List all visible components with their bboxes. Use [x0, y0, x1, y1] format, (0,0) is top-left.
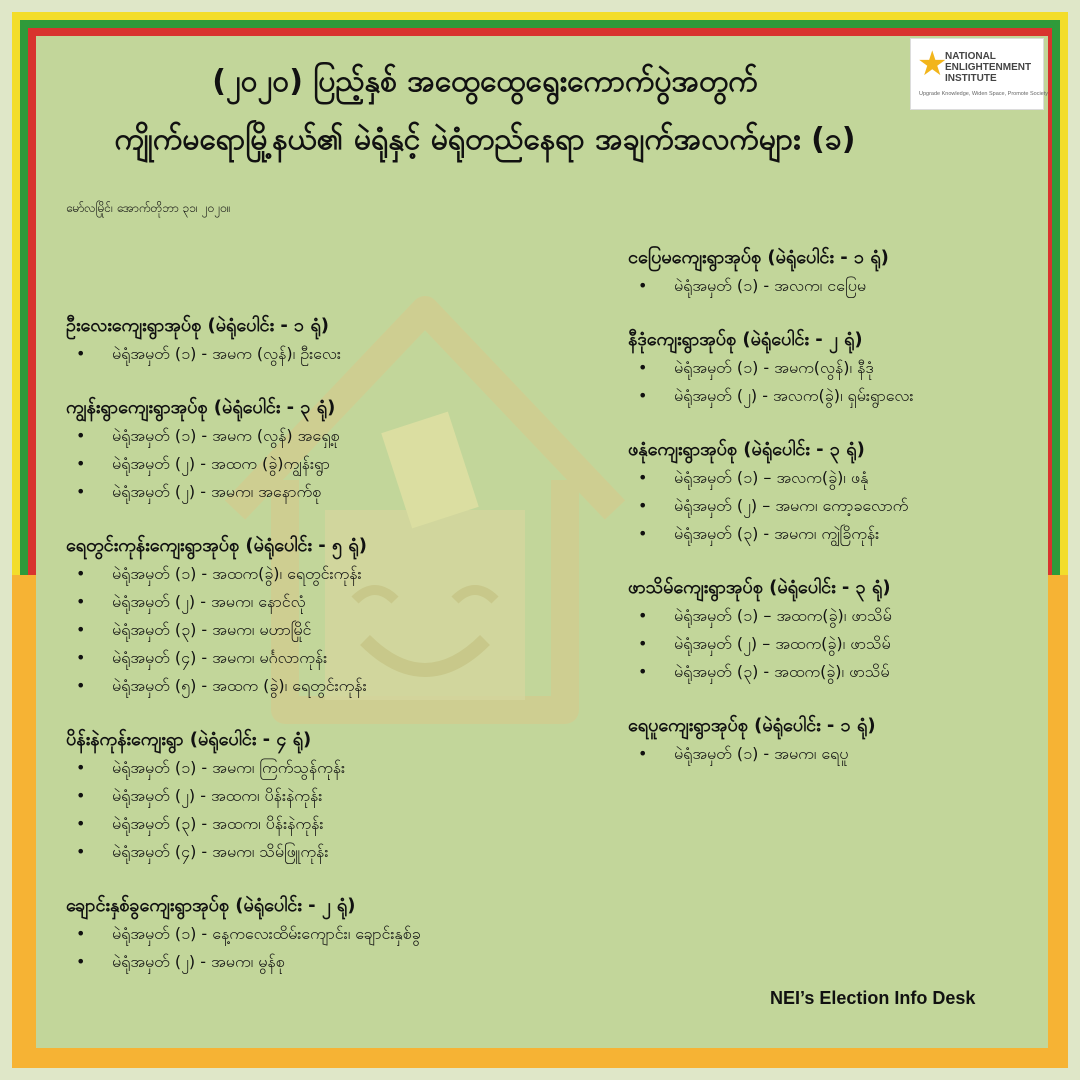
village-tract-heading: ပိန်းနဲကုန်းကျေးရွာ (မဲရုံပေါင်း - ၄ ရုံ)	[66, 729, 312, 750]
village-tract-group	[628, 574, 1048, 686]
bullet-icon: •	[76, 564, 86, 583]
bullet-icon: •	[76, 814, 86, 833]
polling-station-text: မဲရုံအမှတ် (၁) - အမက (လွန်)၊ ဦးလေး	[112, 344, 341, 363]
polling-station-text: မဲရုံအမှတ် (၅) - အထက (ခွဲ)၊ ရေတွင်းကုန်း	[112, 676, 367, 695]
polling-station-item	[66, 810, 586, 838]
logo-line-1: NATIONAL	[945, 51, 996, 62]
logo-text	[945, 51, 1031, 84]
village-tract-heading: ဖာသိမ်ကျေးရွာအုပ်စု (မဲရုံပေါင်း - ၃ ရုံ)	[628, 577, 891, 598]
group-spacer	[66, 700, 586, 726]
polling-station-item	[628, 492, 1048, 520]
logo-line-3: INSTITUTE	[945, 73, 997, 84]
bullet-icon: •	[638, 468, 648, 487]
village-tract-heading: နီဒုံကျေးရွာအုပ်စု (မဲရုံပေါင်း - ၂ ရုံ)	[628, 329, 863, 350]
polling-station-text: မဲရုံအမှတ် (၁) - အမက၊ ကြက်သွန်ကုန်း	[112, 758, 346, 777]
page-title-line-1: (၂၀၂၀) ပြည့်နှစ် အထွေထွေရွေးကောက်ပွဲအတွက်	[212, 64, 758, 99]
polling-station-item	[628, 658, 1048, 686]
village-tract-heading: ငပြေမကျေးရွာအုပ်စု (မဲရုံပေါင်း - ၁ ရုံ)	[628, 247, 889, 268]
logo-line-2: ENLIGHTENMENT	[945, 62, 1032, 73]
polling-station-text: မဲရုံအမှတ် (၂) - အမက၊ အနောက်စု	[112, 482, 322, 501]
polling-station-item	[628, 740, 1048, 768]
village-tract-group	[628, 712, 1048, 768]
polling-station-item	[66, 644, 586, 672]
polling-station-text: မဲရုံအမှတ် (၂) - အလက(ခွဲ)၊ ရှမ်းရွာလေး	[674, 386, 914, 405]
polling-station-text: မဲရုံအမှတ် (၂) – အထက(ခွဲ)၊ ဖာသိမ်	[674, 634, 891, 653]
polling-station-item	[628, 602, 1048, 630]
polling-station-item	[66, 616, 586, 644]
polling-station-item	[66, 838, 586, 866]
group-spacer	[628, 300, 1048, 326]
bullet-icon: •	[638, 744, 648, 763]
polling-station-text: မဲရုံအမှတ် (၁) - နေ့ကလေးထိမ်းကျောင်း၊ ချောင်းနှစ်ခွ	[112, 924, 421, 943]
village-tract-group	[66, 312, 586, 368]
bullet-icon: •	[76, 786, 86, 805]
bullet-icon: •	[76, 344, 86, 363]
group-spacer	[66, 506, 586, 532]
village-tract-group	[628, 244, 1048, 300]
village-tract-heading: ရေတွင်းကုန်းကျေးရွာအုပ်စု (မဲရုံပေါင်း - ၅ ရုံ)	[66, 535, 367, 556]
logo-tagline: Upgrade Knowledge, Widen Space, Promote Society	[919, 91, 1049, 97]
dateline: မော်လမြိုင်၊ အောက်တိုဘာ ၃၁၊ ၂၀၂၀။	[66, 201, 231, 215]
polling-station-item	[66, 920, 586, 948]
group-spacer	[628, 686, 1048, 712]
bullet-icon: •	[76, 426, 86, 445]
polling-station-item	[66, 340, 586, 368]
bullet-icon: •	[638, 524, 648, 543]
bullet-icon: •	[638, 386, 648, 405]
polling-station-text: မဲရုံအမှတ် (၂) - အမက၊ မွန်စု	[112, 952, 285, 971]
polling-station-text: မဲရုံအမှတ် (၁) - အမက (လွန်) အရှေ့စု	[112, 426, 340, 445]
polling-station-item	[628, 382, 1048, 410]
bullet-icon: •	[638, 634, 648, 653]
polling-station-item	[66, 948, 586, 976]
bullet-icon: •	[638, 276, 648, 295]
polling-station-text: မဲရုံအမှတ် (၄) - အမက၊ မင်္ဂလာကုန်း	[112, 648, 328, 667]
polling-station-item	[66, 672, 586, 700]
polling-station-text: မဲရုံအမှတ် (၃) - အထက(ခွဲ)၊ ဖာသိမ်	[674, 662, 890, 681]
bullet-icon: •	[638, 358, 648, 377]
right-column	[628, 244, 1048, 768]
polling-station-item	[66, 450, 586, 478]
group-spacer	[628, 548, 1048, 574]
polling-station-item	[628, 464, 1048, 492]
polling-station-text: မဲရုံအမှတ် (၁) – အလက(ခွဲ)၊ ဖနုံ	[674, 468, 869, 487]
bullet-icon: •	[76, 482, 86, 501]
group-spacer	[66, 368, 586, 394]
group-spacer	[66, 866, 586, 892]
polling-station-item	[66, 754, 586, 782]
bullet-icon: •	[76, 592, 86, 611]
bullet-icon: •	[638, 662, 648, 681]
polling-station-text: မဲရုံအမှတ် (၂) – အမက၊ ကော့ခလောက်	[674, 496, 909, 515]
village-tract-heading: ဦးလေးကျေးရွာအုပ်စု (မဲရုံပေါင်း - ၁ ရုံ)	[66, 315, 330, 336]
polling-station-text: မဲရုံအမှတ် (၁) – အထက(ခွဲ)၊ ဖာသိမ်	[674, 606, 892, 625]
page-title-line-2: ကျိုက်မရောမြို့နယ်၏ မဲရုံနှင့် မဲရုံတည်နေရာ အချက်အလက်များ (ခ)	[114, 122, 856, 157]
polling-station-text: မဲရုံအမှတ် (၂) - အမက၊ နောင်လုံ	[112, 592, 306, 611]
village-tract-heading: ရေပူကျေးရွာအုပ်စု (မဲရုံပေါင်း - ၁ ရုံ)	[628, 715, 876, 736]
bullet-icon: •	[76, 952, 86, 971]
polling-station-item	[66, 478, 586, 506]
village-tract-heading: ကျွန်းရွာကျေးရွာအုပ်စု (မဲရုံပေါင်း - ၃ ရုံ)	[66, 397, 336, 418]
village-tract-group	[66, 892, 586, 976]
polling-station-text: မဲရုံအမှတ် (၄) - အမက၊ သိမ်ဖြူကုန်း	[112, 842, 329, 861]
polling-station-text: မဲရုံအမှတ် (၁) - အမက(လွန်)၊ နီဒုံ	[674, 358, 874, 377]
bullet-icon: •	[638, 606, 648, 625]
polling-station-item	[628, 272, 1048, 300]
polling-station-item	[66, 588, 586, 616]
village-tract-group	[66, 726, 586, 866]
polling-station-text: မဲရုံအမှတ် (၂) - အထက (ခွဲ)ကျွန်းရွာ	[112, 454, 330, 473]
village-tract-group	[66, 532, 586, 700]
star-icon: ★	[917, 44, 948, 84]
polling-station-item	[628, 354, 1048, 382]
polling-station-item	[66, 782, 586, 810]
bullet-icon: •	[638, 496, 648, 515]
footer-credit: NEI’s Election Info Desk	[770, 988, 976, 1008]
polling-station-item	[628, 630, 1048, 658]
polling-station-item	[66, 422, 586, 450]
polling-station-text: မဲရုံအမှတ် (၁) - အမက၊ ရေပူ	[674, 744, 849, 763]
nei-logo	[910, 38, 1049, 110]
polling-station-text: မဲရုံအမှတ် (၃) - အထက၊ ပိန်းနဲကုန်း	[112, 814, 324, 833]
bullet-icon: •	[76, 620, 86, 639]
village-tract-group	[628, 436, 1048, 548]
polling-station-text: မဲရုံအမှတ် (၂) - အထက၊ ပိန်းနဲကုန်း	[112, 786, 323, 805]
polling-station-text: မဲရုံအမှတ် (၁) - အထက(ခွဲ)၊ ရေတွင်းကုန်း	[112, 564, 362, 583]
left-column	[66, 312, 586, 976]
polling-station-item	[66, 560, 586, 588]
village-tract-group	[628, 326, 1048, 410]
village-tract-heading: ချောင်းနှစ်ခွကျေးရွာအုပ်စု (မဲရုံပေါင်း - ၂ ရုံ)	[66, 895, 356, 916]
bullet-icon: •	[76, 648, 86, 667]
group-spacer	[628, 410, 1048, 436]
bullet-icon: •	[76, 842, 86, 861]
polling-station-text: မဲရုံအမှတ် (၃) - အမက၊ မဟာမြိုင်	[112, 620, 312, 639]
bullet-icon: •	[76, 454, 86, 473]
bullet-icon: •	[76, 676, 86, 695]
village-tract-heading: ဖနုံကျေးရွာအုပ်စု (မဲရုံပေါင်း - ၃ ရုံ)	[628, 439, 865, 460]
village-tract-group	[66, 394, 586, 506]
polling-station-text: မဲရုံအမှတ် (၁) - အလက၊ ငပြေမ	[674, 276, 867, 295]
bullet-icon: •	[76, 924, 86, 943]
polling-station-item	[628, 520, 1048, 548]
bullet-icon: •	[76, 758, 86, 777]
polling-station-text: မဲရုံအမှတ် (၃) - အမက၊ ကျွဲခြိကုန်း	[674, 524, 880, 543]
